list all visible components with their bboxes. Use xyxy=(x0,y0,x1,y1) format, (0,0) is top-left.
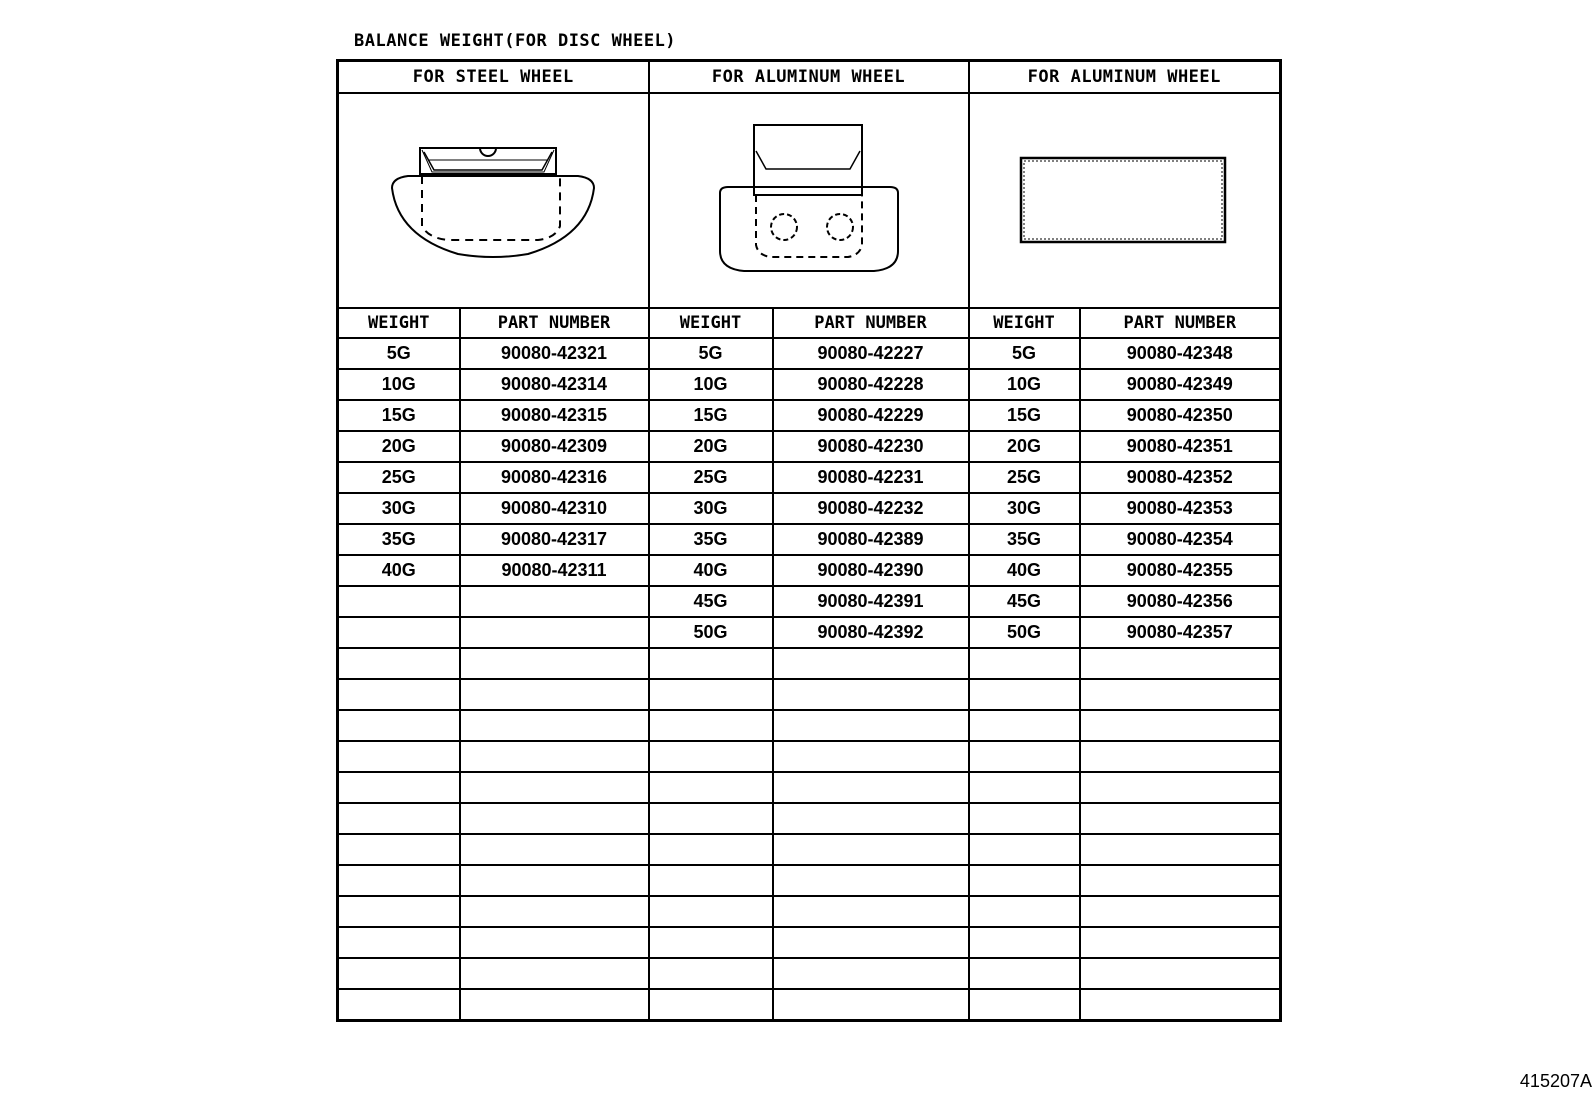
weight-cell xyxy=(338,958,460,989)
part-number-cell xyxy=(460,896,649,927)
part-number-column-label: PART NUMBER xyxy=(1080,308,1281,338)
part-number-cell xyxy=(773,803,969,834)
part-number-cell xyxy=(460,648,649,679)
weight-cell xyxy=(338,648,460,679)
weight-column-label: WEIGHT xyxy=(969,308,1080,338)
weight-cell xyxy=(338,741,460,772)
part-number-cell xyxy=(773,679,969,710)
part-number-cell xyxy=(773,648,969,679)
part-number-cell xyxy=(460,865,649,896)
weight-cell: 40G xyxy=(969,555,1080,586)
part-number-cell xyxy=(1080,958,1281,989)
part-number-cell xyxy=(773,989,969,1021)
table-row xyxy=(338,338,1281,369)
part-number-cell xyxy=(460,989,649,1021)
table-row xyxy=(338,927,1281,958)
weight-cell xyxy=(649,989,773,1021)
weight-cell xyxy=(969,958,1080,989)
aluminum-wheel-clip-weight-icon xyxy=(714,121,904,281)
weight-cell: 35G xyxy=(649,524,773,555)
weight-cell: 5G xyxy=(338,338,460,369)
part-number-cell xyxy=(1080,834,1281,865)
weight-cell xyxy=(649,710,773,741)
part-number-cell xyxy=(1080,648,1281,679)
part-number-cell: 90080-42316 xyxy=(460,462,649,493)
weight-cell: 30G xyxy=(338,493,460,524)
part-number-cell: 90080-42317 xyxy=(460,524,649,555)
weight-cell xyxy=(649,896,773,927)
weight-cell xyxy=(649,834,773,865)
part-number-cell xyxy=(460,710,649,741)
weight-cell xyxy=(969,710,1080,741)
page-title: BALANCE WEIGHT(FOR DISC WHEEL) xyxy=(354,31,677,51)
part-number-cell: 90080-42348 xyxy=(1080,338,1281,369)
part-number-cell xyxy=(773,834,969,865)
part-number-cell xyxy=(460,617,649,648)
part-number-cell xyxy=(773,896,969,927)
weight-cell: 50G xyxy=(969,617,1080,648)
part-number-cell: 90080-42351 xyxy=(1080,431,1281,462)
table-row xyxy=(338,524,1281,555)
part-number-column-label: PART NUMBER xyxy=(773,308,969,338)
weight-cell: 25G xyxy=(649,462,773,493)
table-row xyxy=(338,586,1281,617)
weight-cell xyxy=(338,865,460,896)
part-number-cell xyxy=(1080,803,1281,834)
weight-cell xyxy=(969,679,1080,710)
table-row xyxy=(338,865,1281,896)
part-number-cell: 90080-42230 xyxy=(773,431,969,462)
table-row xyxy=(338,617,1281,648)
weight-cell: 50G xyxy=(649,617,773,648)
part-number-cell: 90080-42321 xyxy=(460,338,649,369)
part-number-cell xyxy=(773,710,969,741)
weight-column-label: WEIGHT xyxy=(338,308,460,338)
weight-cell: 30G xyxy=(969,493,1080,524)
part-number-cell: 90080-42309 xyxy=(460,431,649,462)
part-number-cell: 90080-42227 xyxy=(773,338,969,369)
weight-cell xyxy=(649,958,773,989)
balance-weight-table xyxy=(336,59,1282,1022)
part-number-cell xyxy=(773,772,969,803)
table-row xyxy=(338,369,1281,400)
illustration-row xyxy=(338,93,1281,308)
table-row xyxy=(338,679,1281,710)
weight-cell xyxy=(969,927,1080,958)
group-header-aluminum-adhesive: FOR ALUMINUM WHEEL xyxy=(969,61,1281,94)
part-number-cell: 90080-42356 xyxy=(1080,586,1281,617)
part-number-cell: 90080-42353 xyxy=(1080,493,1281,524)
weight-cell xyxy=(338,927,460,958)
weight-cell xyxy=(338,710,460,741)
weight-cell: 10G xyxy=(338,369,460,400)
part-number-cell xyxy=(460,958,649,989)
steel-wheel-clip-weight-icon xyxy=(388,136,598,266)
weight-cell: 10G xyxy=(649,369,773,400)
table-row xyxy=(338,958,1281,989)
part-number-cell xyxy=(1080,989,1281,1021)
weight-cell xyxy=(338,803,460,834)
part-number-cell: 90080-42357 xyxy=(1080,617,1281,648)
weight-cell: 5G xyxy=(969,338,1080,369)
weight-cell: 25G xyxy=(969,462,1080,493)
part-number-cell xyxy=(460,927,649,958)
table-row xyxy=(338,400,1281,431)
part-number-cell xyxy=(460,772,649,803)
weight-cell xyxy=(649,772,773,803)
weight-cell: 20G xyxy=(649,431,773,462)
part-number-cell: 90080-42350 xyxy=(1080,400,1281,431)
table-row xyxy=(338,462,1281,493)
weight-cell xyxy=(338,989,460,1021)
part-number-cell xyxy=(773,958,969,989)
part-number-cell: 90080-42354 xyxy=(1080,524,1281,555)
part-number-cell xyxy=(460,803,649,834)
part-number-cell: 90080-42355 xyxy=(1080,555,1281,586)
part-number-cell: 90080-42314 xyxy=(460,369,649,400)
weight-cell: 10G xyxy=(969,369,1080,400)
weight-column-label: WEIGHT xyxy=(649,308,773,338)
weight-cell xyxy=(338,772,460,803)
adhesive-weight-icon xyxy=(1019,156,1229,246)
part-number-cell xyxy=(773,927,969,958)
column-label-row xyxy=(338,308,1281,338)
table-row xyxy=(338,989,1281,1021)
part-number-cell xyxy=(1080,865,1281,896)
part-number-cell xyxy=(1080,772,1281,803)
weight-cell xyxy=(338,586,460,617)
weight-cell xyxy=(338,617,460,648)
part-number-cell xyxy=(460,586,649,617)
part-number-column-label: PART NUMBER xyxy=(460,308,649,338)
weight-cell xyxy=(969,648,1080,679)
weight-cell: 15G xyxy=(649,400,773,431)
part-number-cell: 90080-42315 xyxy=(460,400,649,431)
steel-weight-illustration xyxy=(338,93,649,308)
part-number-cell: 90080-42349 xyxy=(1080,369,1281,400)
weight-cell: 40G xyxy=(649,555,773,586)
part-number-cell: 90080-42392 xyxy=(773,617,969,648)
part-number-cell: 90080-42310 xyxy=(460,493,649,524)
part-number-cell: 90080-42352 xyxy=(1080,462,1281,493)
weight-cell: 40G xyxy=(338,555,460,586)
weight-cell xyxy=(649,927,773,958)
weight-cell xyxy=(649,741,773,772)
part-number-cell xyxy=(773,865,969,896)
weight-cell: 45G xyxy=(969,586,1080,617)
part-number-cell xyxy=(773,741,969,772)
part-number-cell: 90080-42228 xyxy=(773,369,969,400)
weight-cell: 20G xyxy=(338,431,460,462)
part-number-cell xyxy=(1080,741,1281,772)
weight-cell xyxy=(649,648,773,679)
weight-cell: 20G xyxy=(969,431,1080,462)
weight-cell xyxy=(338,896,460,927)
weight-cell xyxy=(649,679,773,710)
weight-cell xyxy=(969,896,1080,927)
group-header-row xyxy=(338,61,1281,94)
part-number-cell xyxy=(460,834,649,865)
group-header-steel: FOR STEEL WHEEL xyxy=(338,61,649,94)
part-number-cell: 90080-42231 xyxy=(773,462,969,493)
table-row xyxy=(338,741,1281,772)
part-number-cell xyxy=(1080,896,1281,927)
table-row xyxy=(338,710,1281,741)
weight-cell: 15G xyxy=(338,400,460,431)
table-row xyxy=(338,896,1281,927)
weight-cell: 30G xyxy=(649,493,773,524)
weight-cell xyxy=(969,834,1080,865)
weight-cell xyxy=(969,772,1080,803)
weight-cell: 35G xyxy=(338,524,460,555)
part-number-cell xyxy=(1080,679,1281,710)
weight-cell xyxy=(338,679,460,710)
part-number-cell: 90080-42390 xyxy=(773,555,969,586)
table-row xyxy=(338,493,1281,524)
table-row xyxy=(338,834,1281,865)
weight-cell xyxy=(338,834,460,865)
part-number-cell xyxy=(1080,710,1281,741)
table-row xyxy=(338,772,1281,803)
weight-cell xyxy=(969,865,1080,896)
weight-cell xyxy=(649,865,773,896)
weight-cell: 25G xyxy=(338,462,460,493)
table-row xyxy=(338,431,1281,462)
part-number-cell xyxy=(460,741,649,772)
adhesive-weight-illustration xyxy=(969,93,1281,308)
group-header-aluminum-clip: FOR ALUMINUM WHEEL xyxy=(649,61,969,94)
part-number-cell: 90080-42232 xyxy=(773,493,969,524)
table-row xyxy=(338,555,1281,586)
weight-cell xyxy=(969,803,1080,834)
part-number-cell xyxy=(1080,927,1281,958)
weight-cell: 15G xyxy=(969,400,1080,431)
document-code: 415207A xyxy=(1519,1071,1592,1091)
weight-cell: 35G xyxy=(969,524,1080,555)
weight-cell xyxy=(969,989,1080,1021)
part-number-cell: 90080-42229 xyxy=(773,400,969,431)
table-row xyxy=(338,648,1281,679)
part-number-cell: 90080-42311 xyxy=(460,555,649,586)
weight-cell xyxy=(969,741,1080,772)
part-number-cell xyxy=(460,679,649,710)
aluminum-clip-weight-illustration xyxy=(649,93,969,308)
weight-cell: 5G xyxy=(649,338,773,369)
weight-cell xyxy=(649,803,773,834)
weight-cell: 45G xyxy=(649,586,773,617)
table-row xyxy=(338,803,1281,834)
part-number-cell: 90080-42389 xyxy=(773,524,969,555)
part-number-cell: 90080-42391 xyxy=(773,586,969,617)
